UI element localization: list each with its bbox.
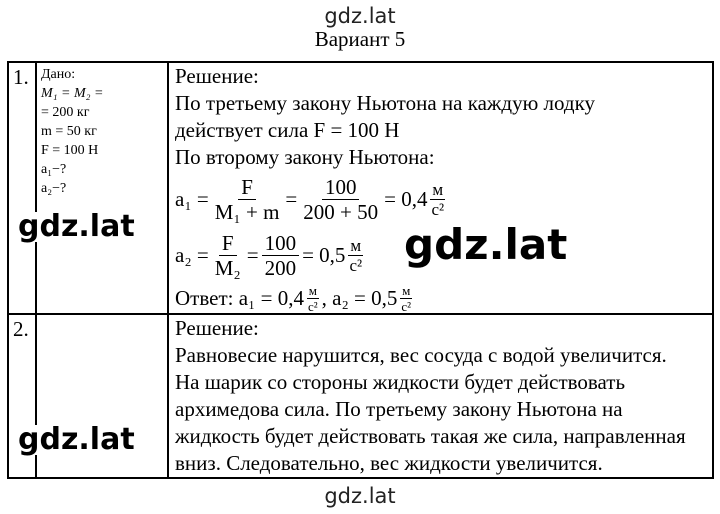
eq-lhs: a₂ = (175, 242, 209, 267)
frac-num: 100 (262, 231, 300, 256)
site-header: gdz.lat (324, 4, 396, 28)
answer-a2: , a₂ = 0,5 (321, 285, 398, 310)
solution-text: На шарик со стороны жидкости будет действовать (175, 370, 626, 394)
given-line: F = 100 Н (41, 143, 99, 158)
unit-den: с² (307, 298, 318, 314)
unit-fraction (399, 283, 413, 314)
frac-den: M₁ + m (214, 199, 280, 224)
task-number: 1. (8, 62, 36, 314)
task-row-1 (8, 62, 713, 314)
solution-cell (168, 62, 713, 314)
solution-text: жидкость будет действовать такая же сила, направленная (175, 424, 686, 448)
solution-cell (168, 314, 713, 478)
frac-num: F (219, 231, 237, 256)
unit-den: с² (349, 255, 363, 275)
solution-heading: Решение: (175, 64, 259, 88)
equation-a1 (175, 171, 712, 227)
eq-lhs: a₁ = (175, 186, 209, 211)
solution-text: По третьему закону Ньютона на каждую лодку (175, 91, 595, 115)
given-label: Дано: (41, 67, 76, 82)
unit-fraction (347, 236, 364, 275)
fraction (212, 175, 283, 224)
solution-text: По второму закону Ньютона: (175, 145, 435, 169)
watermark: gdz.lat (18, 422, 135, 457)
given-line: a₂−? (41, 181, 67, 196)
solution-heading: Решение: (175, 316, 259, 340)
variant-title: Вариант 5 (314, 27, 406, 51)
solution-text: действует сила F = 100 Н (175, 118, 400, 142)
solution-text: вниз. Следовательно, вес жидкости увеличится. (175, 451, 603, 475)
site-footer: gdz.lat (324, 484, 396, 508)
solution-text: архимедова сила. По третьему закону Ньютона на (175, 397, 623, 421)
solution-text: Равновесие нарушится, вес сосуда с водой увеличится. (175, 343, 667, 367)
given-line: M₁ = M₂ = (41, 86, 104, 101)
unit-fraction (306, 283, 320, 314)
given-line: a₁−? (41, 162, 67, 177)
unit-den: с² (401, 298, 412, 314)
fraction (300, 175, 381, 224)
given-line: m = 50 кг (41, 124, 97, 139)
frac-den: 200 + 50 (303, 199, 379, 224)
watermark: gdz.lat (18, 209, 135, 244)
given-line: = 200 кг (41, 105, 90, 120)
eq-result: = 0,5 (302, 242, 346, 267)
unit-den: с² (431, 199, 445, 219)
unit-num: м (432, 179, 444, 199)
eq-result: = 0,4 (384, 186, 428, 211)
answer-a1: a₁ = 0,4 (238, 285, 304, 310)
fraction (212, 231, 244, 280)
answer-label: Ответ: (175, 285, 234, 310)
answer-line (175, 283, 712, 313)
unit-fraction (429, 180, 446, 219)
unit-num: м (308, 282, 317, 298)
solution-table (7, 61, 714, 479)
unit-num: м (350, 235, 362, 255)
eq-sign: = (246, 242, 259, 267)
watermark: gdz.lat (404, 220, 568, 269)
frac-den: 200 (264, 255, 297, 280)
frac-num: 100 (322, 175, 360, 200)
unit-num: м (402, 282, 411, 298)
eq-sign: = (285, 186, 298, 211)
fraction (262, 231, 300, 280)
task-number: 2. (8, 314, 36, 478)
given-cell (36, 62, 168, 314)
frac-den: M₂ (214, 255, 241, 280)
frac-num: F (238, 175, 256, 200)
